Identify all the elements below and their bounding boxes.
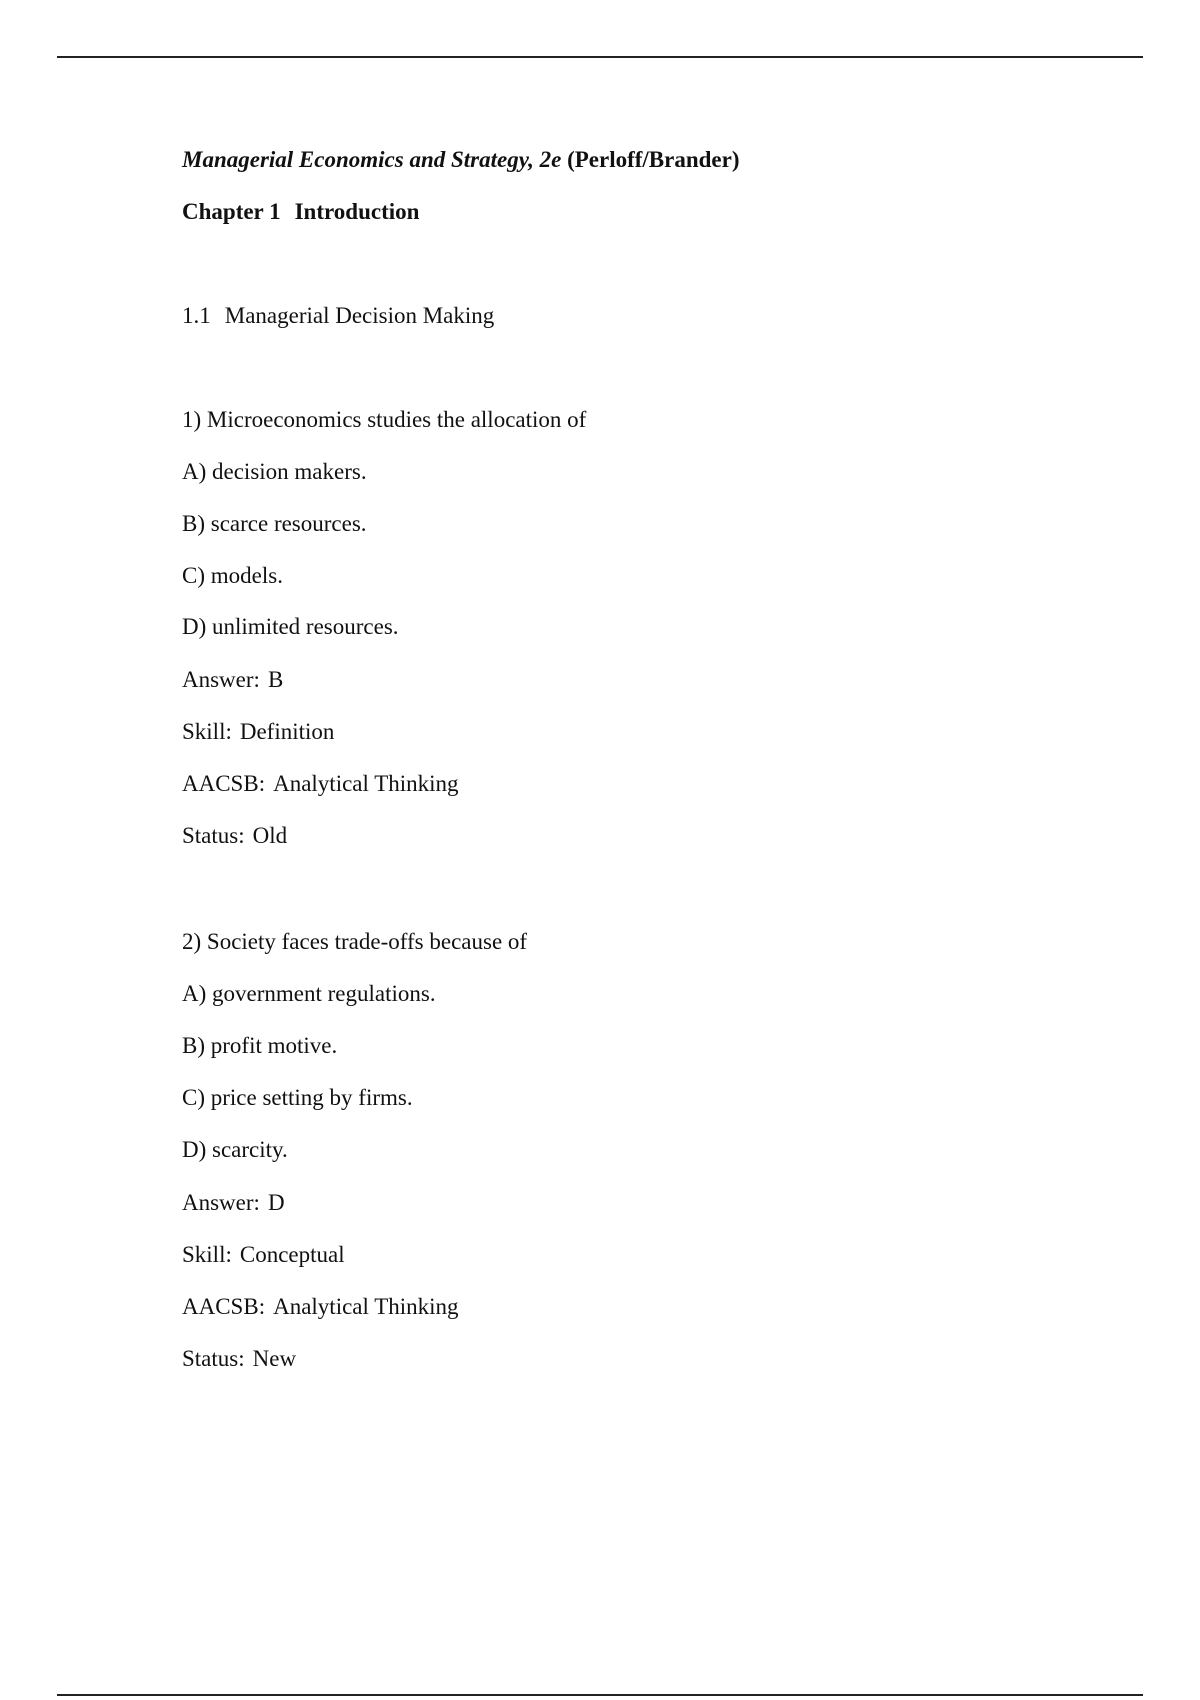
question-1-status [182, 822, 287, 850]
question-2-option-c: C) price setting by firms. [182, 1085, 413, 1110]
question-2-option-a: A) government regulations. [182, 981, 436, 1006]
status-value: Old [252, 823, 288, 848]
skill-label: Skill: [182, 719, 232, 744]
skill-label: Skill: [182, 1242, 232, 1267]
question-2-stem: 2) Society faces trade-offs because of [182, 929, 528, 954]
question-1-option-d: D) unlimited resources. [182, 614, 399, 639]
question-2-option-d: D) scarcity. [182, 1137, 288, 1162]
section-heading [182, 302, 494, 330]
question-2-skill [182, 1241, 345, 1269]
book-title [182, 146, 740, 174]
skill-value: Conceptual [239, 1242, 345, 1267]
chapter-name: Introduction [294, 199, 420, 224]
question-1-option-c: C) models. [182, 563, 283, 588]
aacsb-value: Analytical Thinking [273, 771, 459, 796]
question-1-aacsb [182, 770, 459, 798]
question-2-aacsb [182, 1293, 459, 1321]
question-1-option-a: A) decision makers. [182, 459, 367, 484]
question-1-option-b: B) scarce resources. [182, 511, 367, 536]
question-1-answer [182, 666, 283, 694]
chapter-label: Chapter 1 [182, 199, 281, 224]
answer-value: D [267, 1190, 285, 1215]
chapter-heading [182, 198, 419, 226]
bottom-rule [57, 1694, 1143, 1696]
book-authors: (Perloff/Brander) [567, 147, 740, 172]
answer-label: Answer: [182, 1190, 260, 1215]
question-2-option-b: B) profit motive. [182, 1033, 338, 1058]
aacsb-value: Analytical Thinking [273, 1294, 459, 1319]
answer-value: B [267, 667, 284, 692]
status-value: New [252, 1346, 297, 1371]
question-1-skill [182, 718, 334, 746]
book-title-italic: Managerial Economics and Strategy, 2e [182, 147, 562, 172]
section-title: Managerial Decision Making [224, 303, 495, 328]
status-label: Status: [182, 823, 245, 848]
section-number: 1.1 [182, 303, 211, 328]
aacsb-label: AACSB: [182, 771, 266, 796]
skill-value: Definition [239, 719, 335, 744]
question-2-answer [182, 1189, 285, 1217]
top-rule [57, 56, 1143, 58]
answer-label: Answer: [182, 667, 260, 692]
question-1-stem: 1) Microeconomics studies the allocation of [182, 407, 587, 432]
status-label: Status: [182, 1346, 245, 1371]
question-2-status [182, 1345, 296, 1373]
aacsb-label: AACSB: [182, 1294, 266, 1319]
